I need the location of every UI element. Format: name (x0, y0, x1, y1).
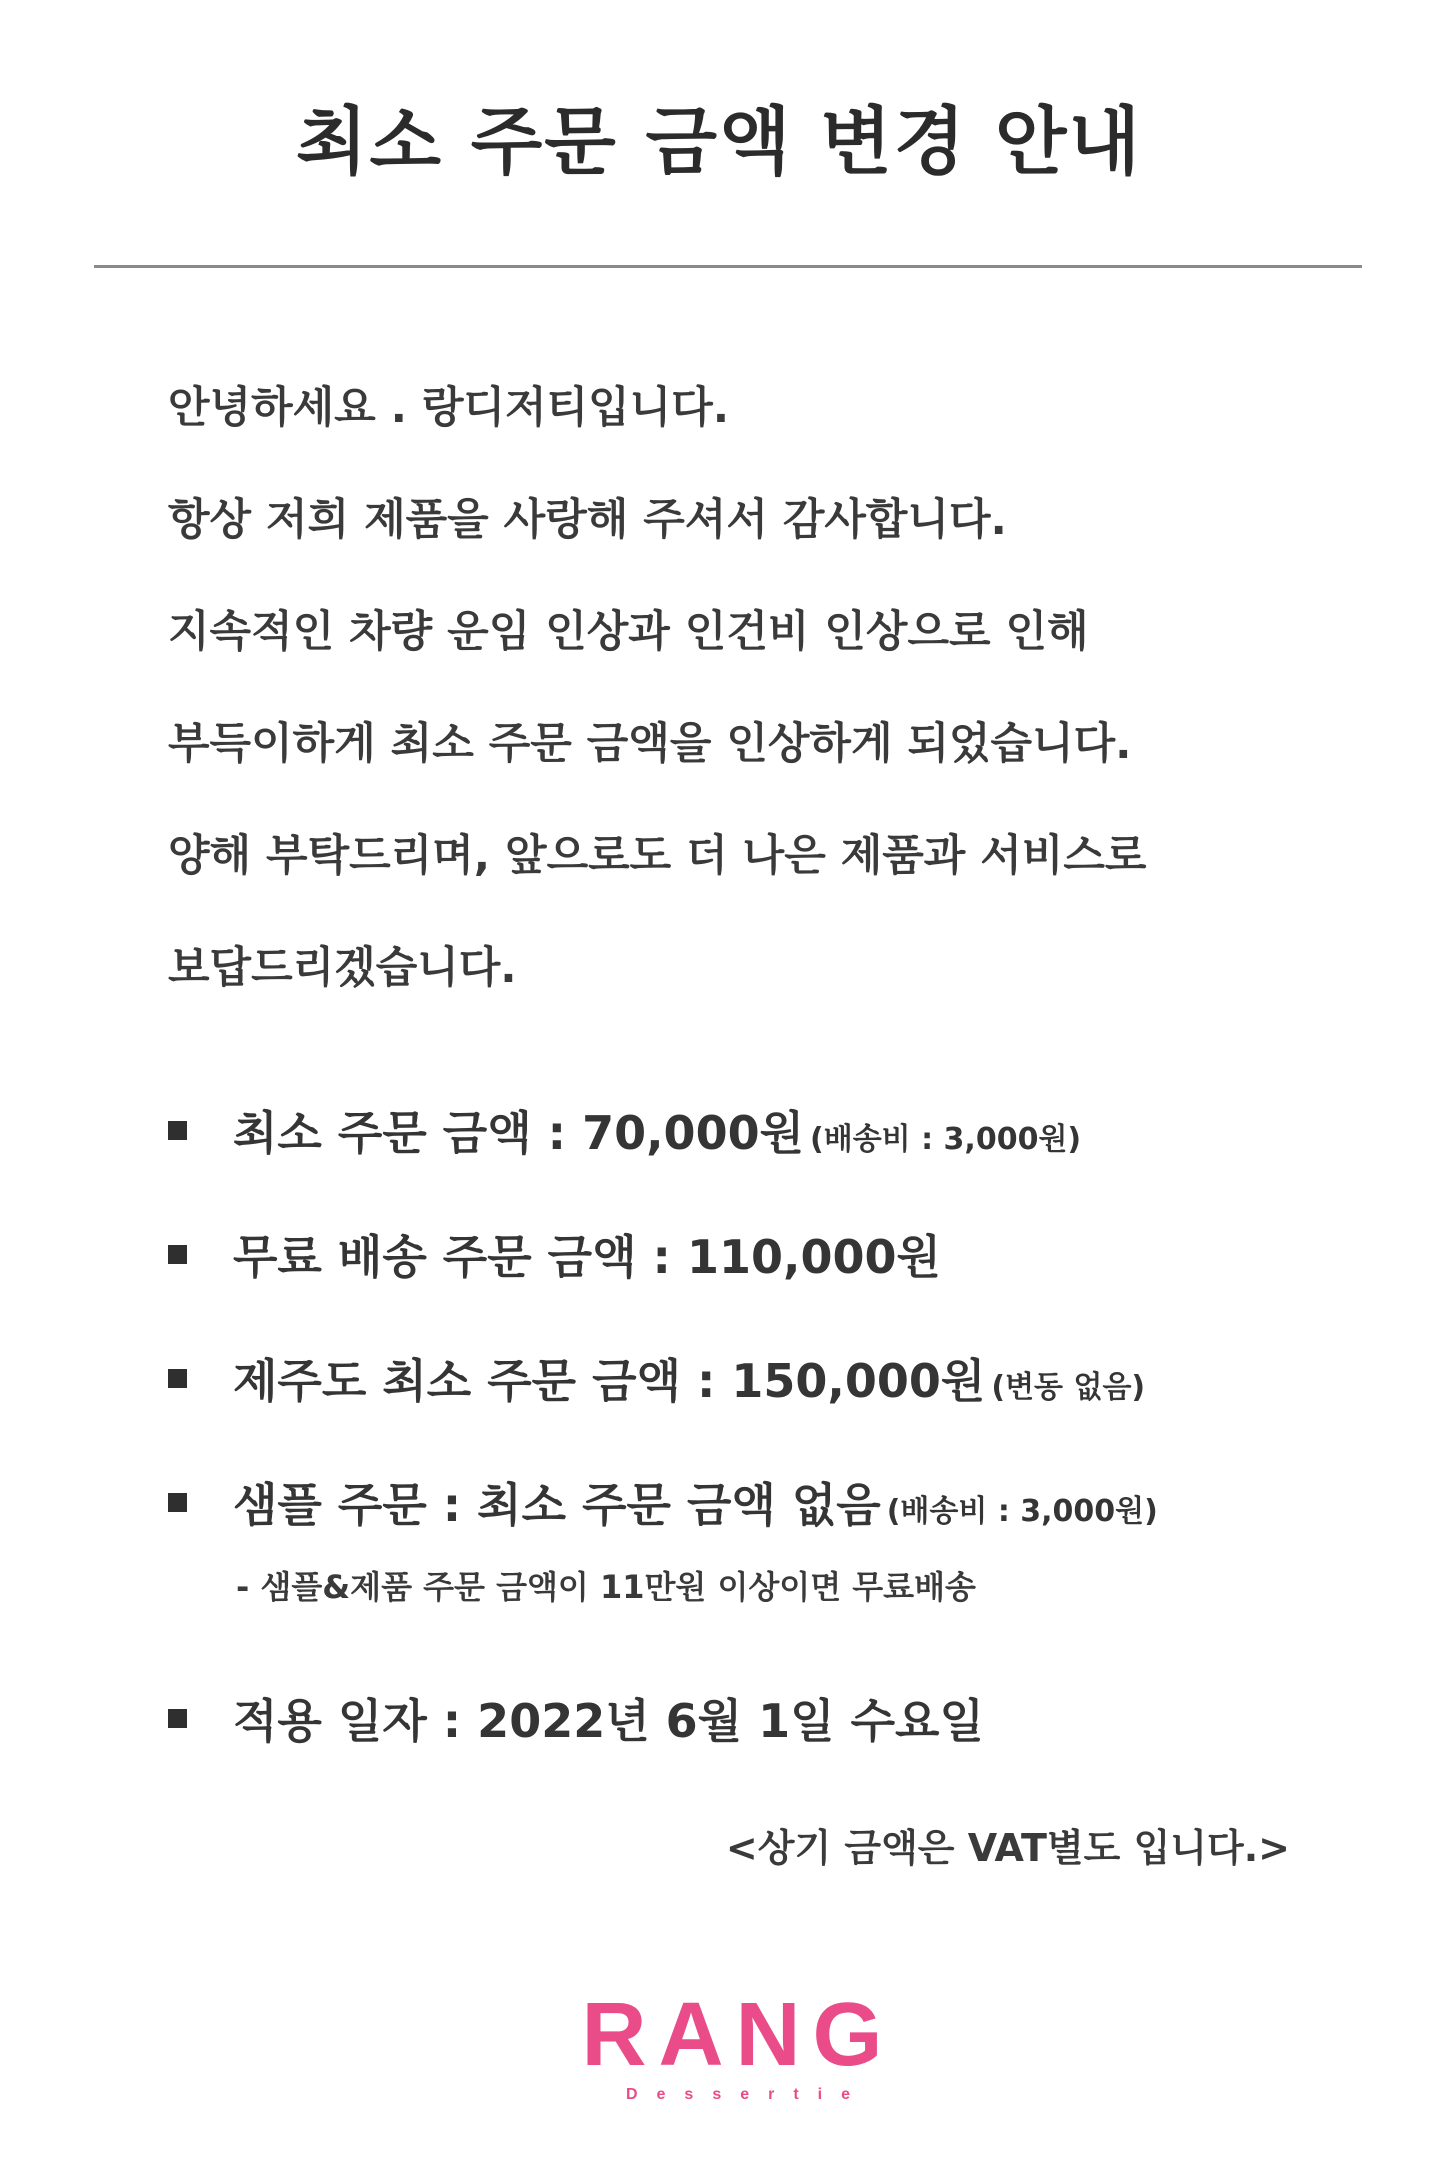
policy-item-text: 제주도 최소 주문 금액 : 150,000원 (233, 1354, 986, 1408)
greeting-line: 보답드리겠습니다. (168, 943, 517, 993)
policy-item-subtext: (배송비 : 3,000원) (810, 1122, 1082, 1157)
policy-item-min-order (168, 1068, 1388, 1192)
policy-item-sample (168, 1440, 1388, 1564)
sample-free-shipping-note: - 샘플&제품 주문 금액이 11만원 이상이면 무료배송 (236, 1568, 976, 1606)
apply-date-text: 적용 일자 : 2022년 6월 1일 수요일 (233, 1694, 984, 1748)
greeting-line: 부득이하게 최소 주문 금액을 인상하게 되었습니다. (168, 719, 1132, 769)
policy-item-subtext: (변동 없음) (991, 1370, 1146, 1405)
greeting-line: 항상 저희 제품을 사랑해 주셔서 감사합니다. (168, 495, 1007, 545)
policy-item-text: 최소 주문 금액 : 70,000원 (233, 1106, 805, 1160)
title-divider (94, 265, 1362, 268)
square-bullet-icon (168, 1245, 187, 1264)
page-title: 최소 주문 금액 변경 안내 (296, 99, 1142, 185)
policy-item-text: 무료 배송 주문 금액 : 110,000원 (233, 1230, 941, 1284)
apply-date-list (168, 1656, 984, 1780)
policy-list (168, 1068, 1388, 1564)
square-bullet-icon (168, 1121, 187, 1140)
square-bullet-icon (168, 1369, 187, 1388)
greeting-line: 양해 부탁드리며, 앞으로도 더 나은 제품과 서비스로 (168, 831, 1147, 881)
policy-item-jeju (168, 1316, 1388, 1440)
square-bullet-icon (168, 1493, 187, 1512)
policy-item-text: 샘플 주문 : 최소 주문 금액 없음 (233, 1478, 881, 1532)
square-bullet-icon (168, 1709, 187, 1728)
policy-item-subtext: (배송비 : 3,000원) (886, 1494, 1158, 1529)
greeting-line: 안녕하세요 . 랑디저티입니다. (168, 383, 730, 433)
brand-logo (568, 1985, 908, 2120)
policy-item-free-shipping (168, 1192, 1388, 1316)
brand-logo-subtext: Dessertie (625, 2086, 870, 2103)
greeting-line: 지속적인 차량 운임 인상과 인건비 인상으로 인해 (168, 607, 1089, 657)
policy-item-apply-date (168, 1656, 984, 1780)
brand-logo-wordmark: RANG (581, 1985, 895, 2085)
vat-note: <상기 금액은 VAT별도 입니다.> (725, 1826, 1290, 1870)
greeting-message (168, 352, 1368, 1024)
